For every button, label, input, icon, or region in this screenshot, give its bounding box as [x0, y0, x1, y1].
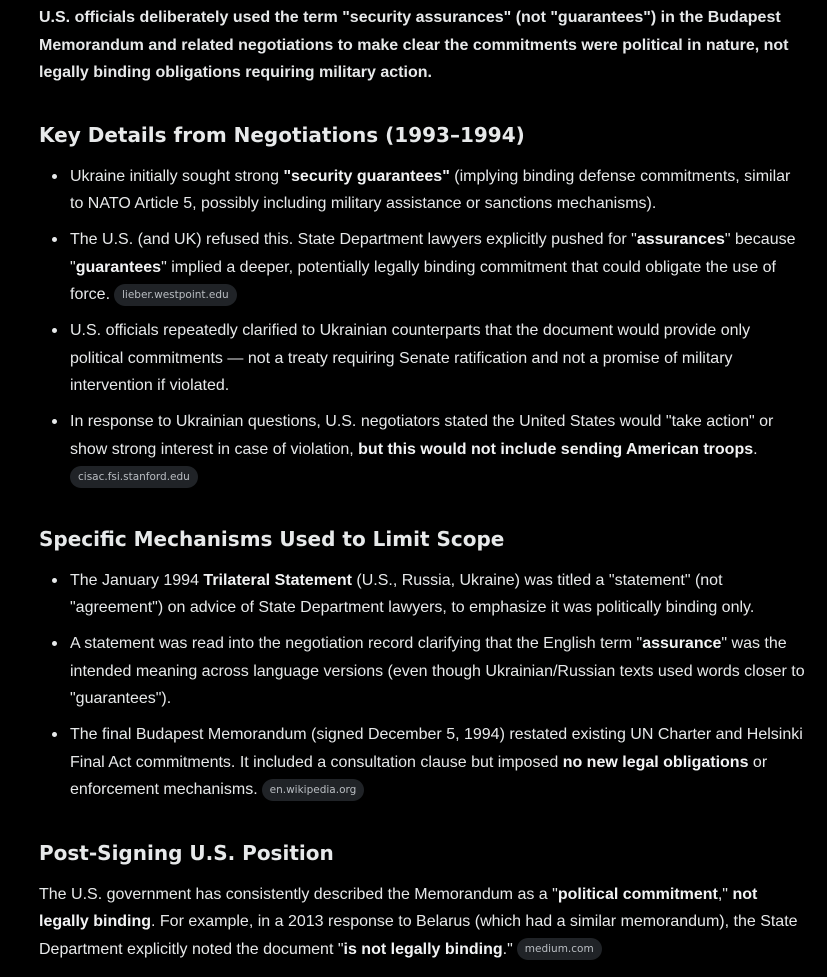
- section-heading-key-details: Key Details from Negotiations (1993–1994): [39, 122, 525, 147]
- item-text: The final Budapest Memorandum (signed December 5, 1994) restated existing UN Charter and Helsinki Final Act commitments. It included a consultation clause but imposed: [70, 726, 803, 771]
- item-text: " because ": [70, 231, 796, 276]
- item-text: " was the intended meaning across language versions (even though Ukrainian/Russian texts used words closer to "guarantees").: [70, 635, 805, 707]
- item-text: (implying binding defense commitments, similar to NATO Article 5, possibly including military assistance or sanctions mechanisms).: [70, 167, 791, 212]
- list-item: [39, 163, 805, 218]
- citation-chip-medium[interactable]: medium.com: [517, 938, 602, 960]
- item-text: Ukraine initially sought strong: [70, 167, 284, 185]
- item-text: .: [753, 440, 758, 458]
- item-bold-text: Trilateral Statement: [203, 571, 352, 589]
- item-text: U.S. officials repeatedly clarified to Ukrainian counterparts that the document would provide only political commitments — not a treaty requiring Senate ratification and not a promise of military intervention if violated.: [70, 322, 751, 394]
- bullet-icon: [52, 174, 57, 179]
- bullet-icon: [52, 578, 57, 583]
- paragraph-bold-text: not legally binding: [39, 885, 758, 930]
- item-text: " implied a deeper, potentially legally binding commitment that could obligate the use of force.: [70, 258, 776, 303]
- intro-paragraph: U.S. officials deliberately used the term "security assurances" (not "guarantees") in the Budapest Memorandum and related negotiations to make clear the commitments were political in nature, not legally binding obligations requiring military action.: [39, 9, 789, 81]
- item-text: (U.S., Russia, Ukraine) was titled a "statement" (not "agreement") on advice of State Department lawyers, to emphasize it was politically binding only.: [70, 571, 755, 616]
- paragraph-text: ,": [717, 885, 733, 903]
- bullet-icon: [52, 328, 57, 333]
- list-item: [39, 721, 805, 804]
- paragraph-text: .": [502, 940, 513, 958]
- list-item: [39, 226, 805, 309]
- section-heading-post-signing: Post-Signing U.S. Position: [39, 840, 334, 865]
- bullet-icon: [52, 641, 57, 646]
- paragraph-text: . For example, in a 2013 response to Belarus (which had a similar memorandum), the State Department explicitly noted the document ": [39, 913, 798, 958]
- paragraph-text: The U.S. government has consistently described the Memorandum as a ": [39, 885, 558, 903]
- post-signing-paragraph: [39, 881, 805, 964]
- item-text: The January 1994: [70, 571, 204, 589]
- paragraph-bold-text: is not legally binding: [343, 940, 503, 958]
- section-heading-mechanisms: Specific Mechanisms Used to Limit Scope: [39, 526, 505, 551]
- item-bold-text: guarantees: [75, 258, 162, 276]
- item-bold-text: "security guarantees": [283, 167, 450, 185]
- item-text: A statement was read into the negotiation record clarifying that the English term ": [70, 635, 643, 652]
- citation-chip-cisac[interactable]: cisac.fsi.stanford.edu: [70, 466, 198, 488]
- item-bold-text: assurances: [636, 231, 725, 248]
- list-item: [39, 317, 805, 400]
- item-bold-text: assurance: [642, 635, 722, 652]
- mechanisms-list: [39, 567, 805, 804]
- bullet-icon: [52, 732, 57, 737]
- paragraph-bold-text: political commitment: [557, 885, 718, 903]
- item-text: In response to Ukrainian questions, U.S. negotiators stated the United States would "take action" or show strong interest in case of violation,: [70, 413, 774, 458]
- item-text: The U.S. (and UK) refused this. State Department lawyers explicitly pushed for ": [70, 231, 637, 248]
- item-bold-text: but this would not include sending American troops: [358, 440, 754, 458]
- list-item: [39, 567, 805, 622]
- list-item: [39, 408, 805, 491]
- citation-chip-lieber[interactable]: lieber.westpoint.edu: [114, 284, 237, 306]
- item-bold-text: no new legal obligations: [562, 753, 749, 771]
- citation-chip-wikipedia[interactable]: en.wikipedia.org: [262, 779, 365, 801]
- item-text: or enforcement mechanisms.: [70, 753, 768, 798]
- bullet-icon: [52, 419, 57, 424]
- list-item: [39, 630, 805, 713]
- bullet-icon: [52, 237, 57, 242]
- key-details-list: [39, 163, 805, 491]
